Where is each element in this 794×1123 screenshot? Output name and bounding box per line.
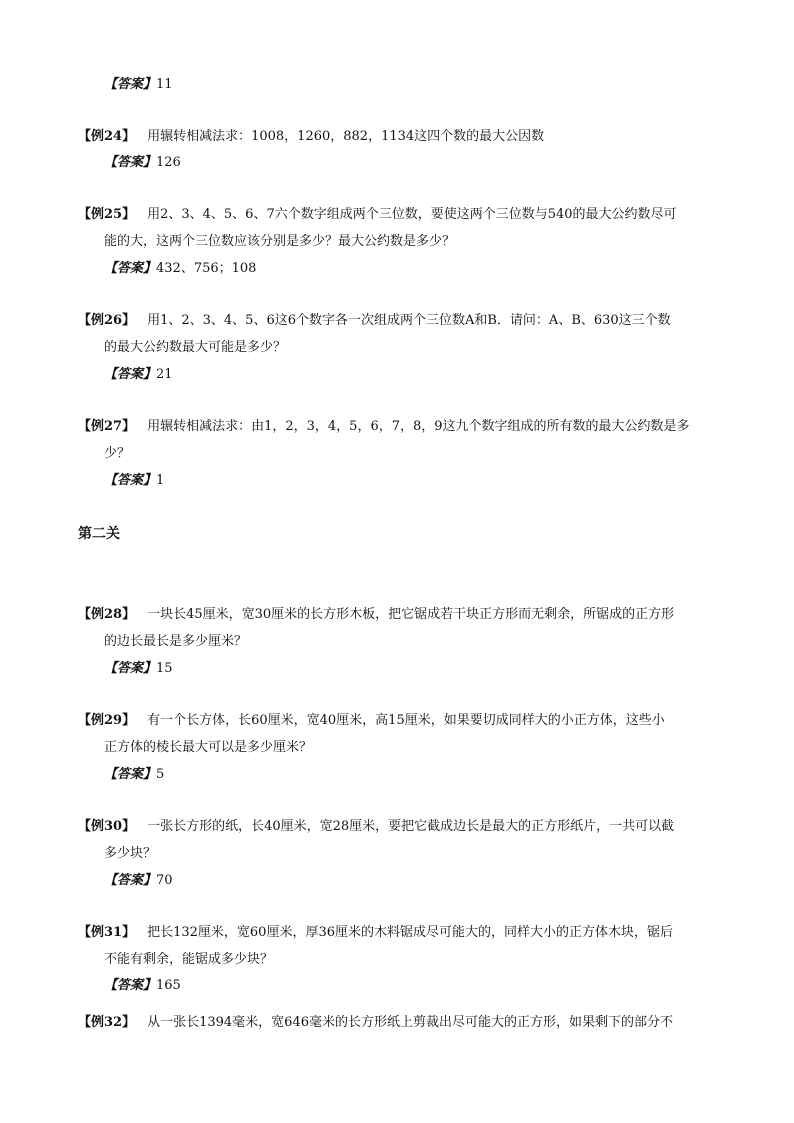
answer-value: 15 bbox=[156, 661, 173, 676]
answer-label: 【答案】 bbox=[104, 155, 157, 170]
example-28-answer bbox=[104, 660, 173, 678]
example-tag: 【例27】 bbox=[78, 419, 136, 434]
example-tag: 【例32】 bbox=[78, 1015, 136, 1030]
example-tag: 【例24】 bbox=[78, 129, 136, 144]
example-text-cont: 正方体的棱长最大可以是多少厘米？ bbox=[104, 740, 313, 755]
example-25-answer bbox=[104, 260, 256, 278]
example-26-answer bbox=[104, 366, 173, 384]
answer-value: 1 bbox=[156, 473, 165, 488]
example-text-cont: 的边长最长是多少厘米？ bbox=[104, 634, 248, 649]
example-tag: 【例29】 bbox=[78, 713, 136, 728]
example-text: 用辗转相减法求：由1，2，3，4，5，6，7，8，9这九个数字组成的所有数的最大公约数是多 bbox=[147, 419, 690, 434]
example-29-line1 bbox=[78, 712, 665, 730]
example-29-line2 bbox=[104, 739, 312, 757]
example-27-line2 bbox=[104, 445, 130, 463]
example-tag: 【例26】 bbox=[78, 313, 136, 328]
example-25-line1 bbox=[78, 206, 677, 224]
answer-value: 11 bbox=[156, 77, 173, 92]
example-text: 用辗转相减法求：1008，1260，882，1134这四个数的最大公因数 bbox=[147, 129, 545, 144]
example-text: 用2、3、4、5、6、7六个数字组成两个三位数，要使这两个三位数与540的最大公约数尽可 bbox=[147, 207, 677, 222]
example-28-line1 bbox=[78, 606, 674, 624]
answer-line bbox=[104, 76, 173, 94]
answer-value: 126 bbox=[156, 155, 181, 170]
example-26-line1 bbox=[78, 312, 671, 330]
example-text: 一张长方形的纸，长40厘米，宽28厘米，要把它截成边长是最大的正方形纸片，一共可以截 bbox=[147, 819, 675, 834]
example-25-line2 bbox=[104, 233, 455, 251]
example-31-line1 bbox=[78, 924, 673, 942]
example-text-cont: 不能有剩余，能锯成多少块？ bbox=[104, 952, 274, 967]
answer-label: 【答案】 bbox=[104, 77, 157, 92]
example-text-cont: 能的大，这两个三位数应该分别是多少？最大公约数是多少？ bbox=[104, 234, 456, 249]
example-text: 用1、2、3、4、5、6这6个数字各一次组成两个三位数A和B．请问：A、B、630这三个数 bbox=[147, 313, 671, 328]
answer-label: 【答案】 bbox=[104, 367, 157, 382]
answer-label: 【答案】 bbox=[104, 261, 157, 276]
answer-label: 【答案】 bbox=[104, 661, 157, 676]
example-24-line1 bbox=[78, 128, 544, 146]
example-27-answer bbox=[104, 472, 164, 490]
example-text-cont: 的最大公约数最大可能是多少？ bbox=[104, 340, 287, 355]
example-text: 一块长45厘米，宽30厘米的长方形木板，把它锯成若干块正方形而无剩余，所锯成的正方形 bbox=[147, 607, 675, 622]
answer-label: 【答案】 bbox=[104, 978, 157, 993]
example-30-line2 bbox=[104, 845, 156, 863]
answer-label: 【答案】 bbox=[104, 767, 157, 782]
example-30-line1 bbox=[78, 818, 674, 836]
answer-label: 【答案】 bbox=[104, 873, 157, 888]
example-27-line1 bbox=[78, 418, 690, 436]
answer-value: 70 bbox=[156, 873, 173, 888]
example-32-line1 bbox=[78, 1014, 673, 1032]
answer-value: 21 bbox=[156, 367, 173, 382]
example-tag: 【例30】 bbox=[78, 819, 136, 834]
example-26-line2 bbox=[104, 339, 286, 357]
example-24-answer bbox=[104, 154, 181, 172]
section-title: 第二关 bbox=[78, 526, 120, 542]
example-30-answer bbox=[104, 872, 173, 890]
answer-value: 165 bbox=[156, 978, 181, 993]
example-tag: 【例28】 bbox=[78, 607, 136, 622]
example-28-line2 bbox=[104, 633, 247, 651]
example-text-cont: 少？ bbox=[104, 446, 131, 461]
example-29-answer bbox=[104, 766, 164, 784]
example-31-answer bbox=[104, 977, 181, 995]
example-tag: 【例25】 bbox=[78, 207, 136, 222]
answer-label: 【答案】 bbox=[104, 473, 157, 488]
example-text: 有一个长方体，长60厘米，宽40厘米，高15厘米，如果要切成同样大的小正方体，这些小 bbox=[147, 713, 665, 728]
example-tag: 【例31】 bbox=[78, 925, 136, 940]
example-text: 把长132厘米，宽60厘米，厚36厘米的木料锯成尽可能大的，同样大小的正方体木块，锯后 bbox=[147, 925, 673, 940]
answer-value: 432、756；108 bbox=[156, 261, 257, 276]
example-31-line2 bbox=[104, 951, 273, 969]
example-text: 从一张长1394毫米，宽646毫米的长方形纸上剪裁出尽可能大的正方形，如果剩下的部分不 bbox=[147, 1015, 673, 1030]
example-text-cont: 多少块？ bbox=[104, 846, 157, 861]
answer-value: 5 bbox=[156, 767, 165, 782]
